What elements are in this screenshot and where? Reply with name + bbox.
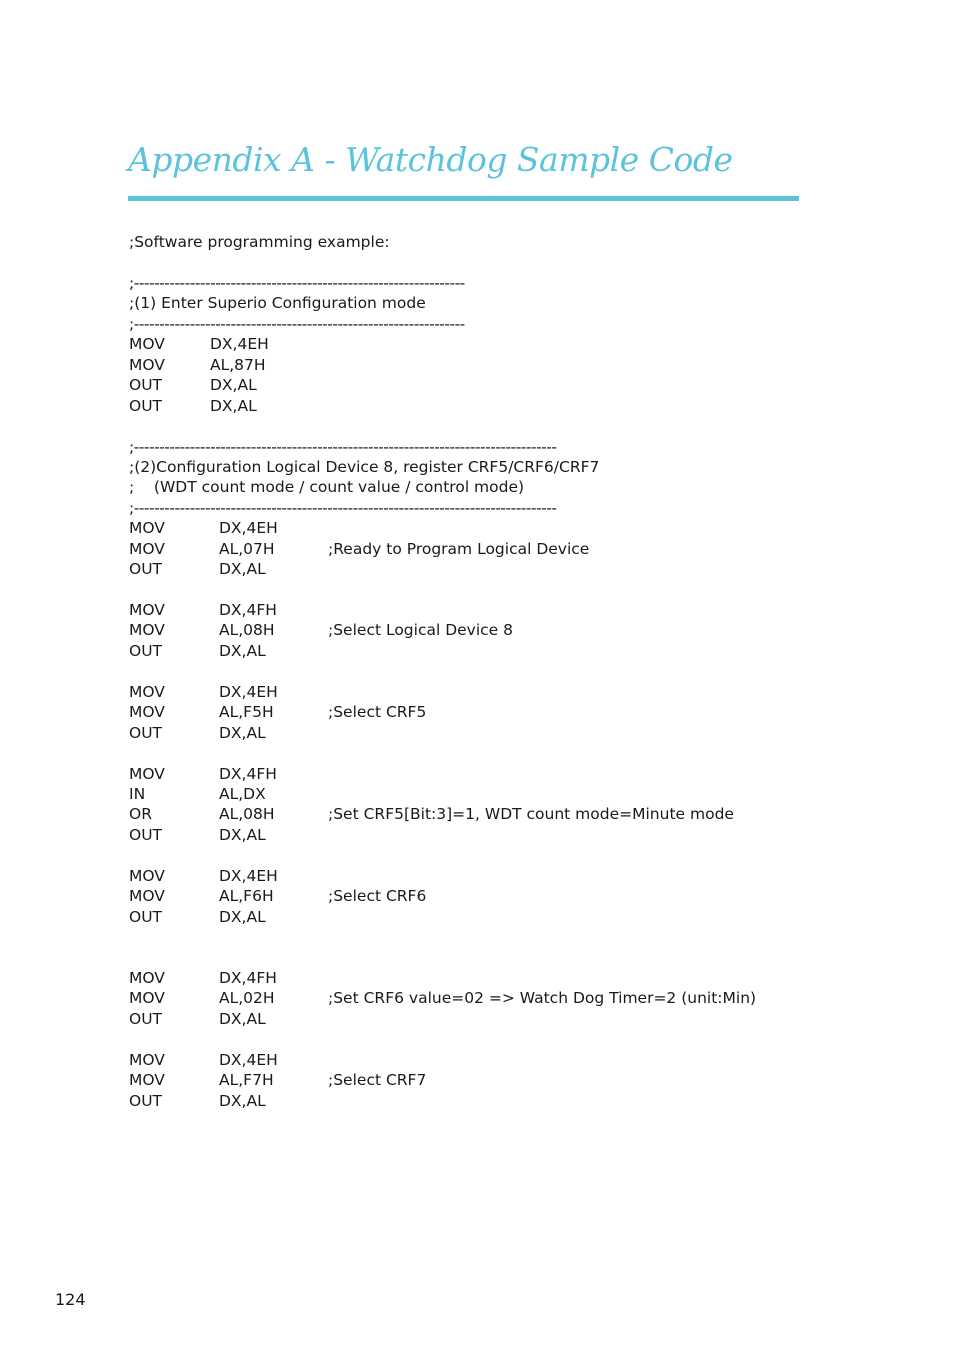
code-line — [129, 334, 599, 354]
blank-line — [129, 845, 599, 865]
operand: DX,4EH — [219, 682, 278, 701]
opcode: OUT — [129, 723, 163, 742]
comment: ;Select CRF5 — [328, 703, 427, 722]
blank-line — [129, 580, 599, 600]
opcode: MOV — [129, 601, 165, 619]
operand: AL,02H — [219, 989, 275, 1008]
code-listing — [129, 273, 757, 1111]
blank-line — [129, 661, 599, 681]
operand: DX,AL — [219, 723, 266, 742]
page-title: Appendix A - Watchdog Sample Code — [128, 140, 733, 179]
opcode: MOV — [129, 887, 165, 906]
code-line — [129, 641, 599, 661]
blank-line — [129, 743, 599, 763]
page-number: 124 — [55, 1290, 86, 1309]
comment: ;Select Logical Device 8 — [328, 621, 514, 640]
operand: DX,4EH — [219, 519, 278, 538]
code-line — [129, 804, 734, 824]
operand: AL,F7H — [219, 1071, 274, 1090]
code-line — [129, 518, 599, 538]
operand: DX,AL — [210, 376, 257, 395]
code-line — [129, 600, 599, 620]
opcode: OUT — [129, 560, 163, 579]
code-section-1 — [129, 273, 599, 416]
code-line — [129, 620, 599, 640]
operand: DX,4FH — [219, 601, 277, 619]
operand: AL,F5H — [219, 703, 274, 722]
code-line — [129, 375, 599, 395]
opcode: MOV — [129, 682, 165, 701]
opcode: MOV — [129, 355, 165, 374]
operand: DX,4FH — [219, 968, 277, 987]
code-line — [129, 886, 599, 906]
operand: AL,87H — [210, 355, 266, 374]
opcode: MOV — [129, 866, 165, 885]
operand: AL,07H — [219, 539, 275, 558]
operand: DX,AL — [219, 825, 266, 844]
code-line — [129, 723, 599, 743]
code-line — [129, 539, 599, 559]
operand: DX,AL — [219, 560, 266, 579]
section-heading: ;(2)Configuration Logical Device 8, register CRF5/CRF6/CRF7 — [129, 457, 600, 476]
code-line — [129, 1091, 599, 1111]
code-line — [129, 1050, 599, 1070]
operand: DX,4EH — [210, 335, 269, 354]
opcode: IN — [129, 784, 146, 803]
opcode: MOV — [129, 764, 165, 783]
code-line — [129, 355, 599, 375]
operand: AL,08H — [219, 621, 275, 640]
code-line — [129, 1009, 599, 1029]
separator-line: ;----------------------------------------------------------------- — [129, 314, 465, 333]
comment: ;Select CRF7 — [328, 1071, 427, 1090]
opcode: MOV — [129, 621, 165, 640]
code-line — [129, 702, 599, 722]
blank-line — [129, 1029, 599, 1049]
operand: DX,AL — [219, 641, 266, 660]
title-divider — [128, 196, 799, 201]
operand: AL,08H — [219, 805, 275, 824]
blank-line — [129, 927, 599, 947]
section-heading: ;(1) Enter Superio Configuration mode — [129, 294, 426, 313]
opcode: MOV — [129, 1050, 165, 1069]
comment: ;Set CRF6 value=02 => Watch Dog Timer=2 (unit:Min) — [328, 989, 757, 1008]
opcode: MOV — [129, 703, 165, 722]
opcode: OUT — [129, 1009, 163, 1028]
comment: ;Set CRF5[Bit:3]=1, WDT count mode=Minute mode — [328, 805, 734, 824]
opcode: MOV — [129, 1071, 165, 1090]
opcode: OUT — [129, 1091, 163, 1110]
opcode: OUT — [129, 396, 163, 415]
opcode: MOV — [129, 989, 165, 1008]
opcode: MOV — [129, 968, 165, 987]
opcode: MOV — [129, 335, 165, 354]
operand: DX,4FH — [219, 764, 277, 783]
opcode: OUT — [129, 907, 163, 926]
code-line — [129, 764, 599, 784]
operand: AL,F6H — [219, 887, 274, 906]
comment: ;Ready to Program Logical Device — [328, 539, 590, 558]
operand: AL,DX — [219, 784, 266, 803]
opcode: OR — [129, 805, 152, 824]
opcode: OUT — [129, 376, 163, 395]
opcode: OUT — [129, 641, 163, 660]
code-line — [129, 825, 599, 845]
opcode: OUT — [129, 825, 163, 844]
operand: DX,AL — [219, 907, 266, 926]
blank-line — [129, 416, 599, 436]
blank-line — [129, 947, 599, 967]
code-line — [129, 866, 599, 886]
intro-text: ;Software programming example: — [129, 233, 390, 251]
code-line — [129, 559, 599, 579]
separator-line: ;----------------------------------------------------------------------------------- — [129, 437, 557, 456]
code-line — [129, 988, 757, 1008]
code-line — [129, 682, 599, 702]
separator-line: ;----------------------------------------------------------------- — [129, 274, 465, 292]
code-line — [129, 784, 599, 804]
operand: DX,4EH — [219, 866, 278, 885]
code-line — [129, 907, 599, 927]
code-line — [129, 968, 599, 988]
operand: DX,AL — [210, 396, 257, 415]
comment: ;Select CRF6 — [328, 887, 427, 906]
operand: DX,4EH — [219, 1050, 278, 1069]
code-section-2 — [129, 437, 757, 1111]
opcode: MOV — [129, 519, 165, 538]
operand: DX,AL — [219, 1009, 266, 1028]
code-line — [129, 396, 599, 416]
opcode: MOV — [129, 539, 165, 558]
operand: DX,AL — [219, 1091, 266, 1110]
code-line — [129, 1070, 599, 1090]
section-subheading: ; (WDT count mode / count value / control mode) — [129, 478, 525, 497]
separator-line: ;----------------------------------------------------------------------------------- — [129, 498, 557, 517]
